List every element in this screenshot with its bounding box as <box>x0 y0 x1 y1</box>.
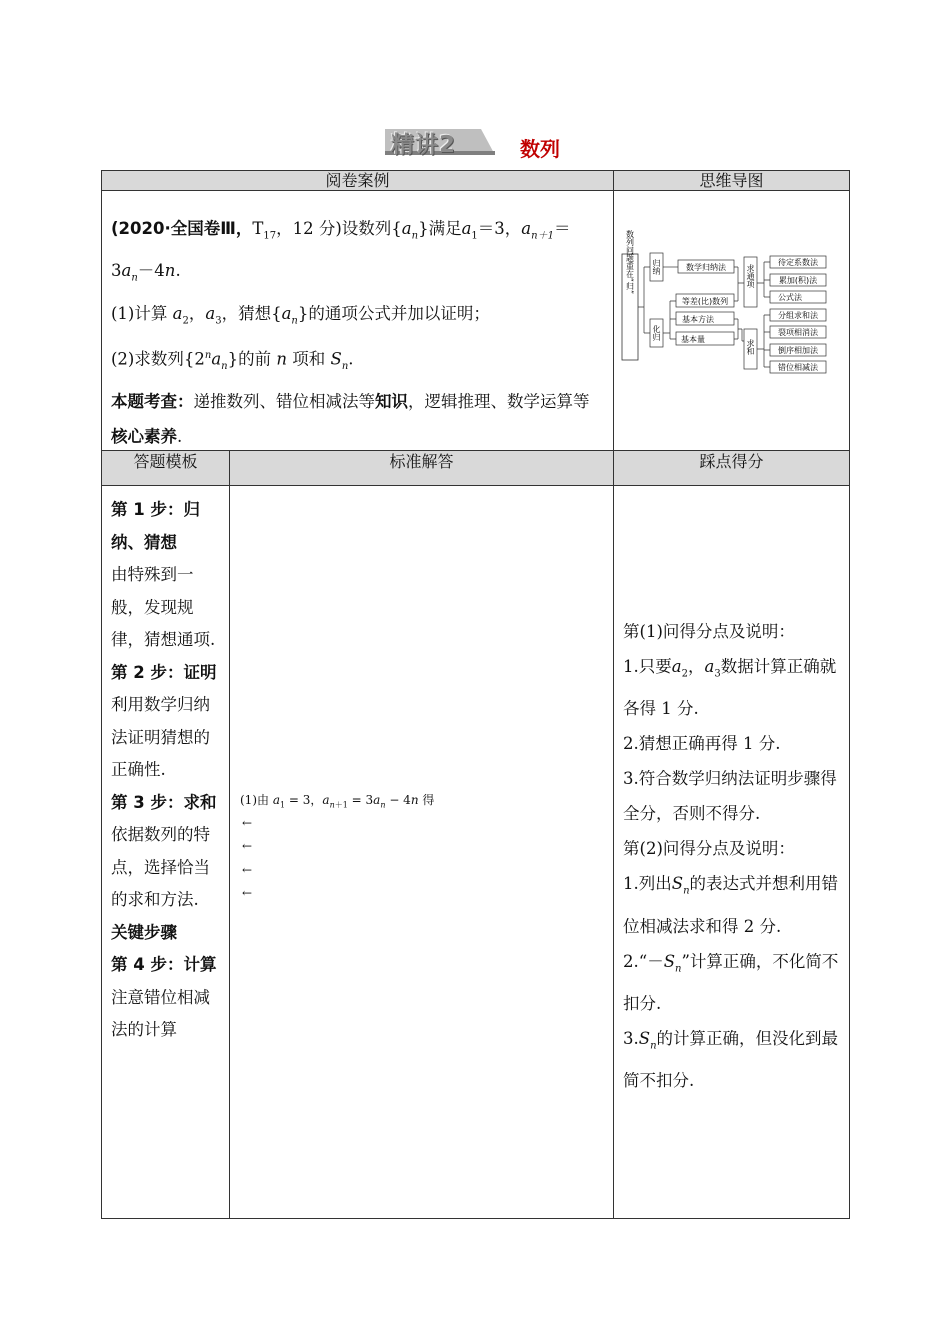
return-arrow-icon: ← <box>242 839 253 853</box>
mindmap-math-induction: 数学归纳法 <box>686 263 727 272</box>
return-arrow-icon: ← <box>242 816 253 830</box>
exam-knowledge: 知识 <box>375 391 408 411</box>
header-case: 阅卷案例 <box>102 171 614 191</box>
exam-end: . <box>177 426 183 446</box>
problem-a1-eq: ＝3， <box>477 219 522 238</box>
question-1-c: }的通项公式并加以证明； <box>297 303 490 323</box>
problem-line2-an: a <box>121 261 132 281</box>
question-2-an: a <box>211 349 222 369</box>
mindmap-reverse-add: 倒序相加法 <box>778 346 819 355</box>
question-1-a: (1)计算 <box>111 303 168 323</box>
exam-label: 本题考查： <box>111 391 194 411</box>
question-1-sub3: 3 <box>215 314 222 326</box>
return-arrow-icon: ← <box>242 863 253 877</box>
problem-cell <box>102 191 614 451</box>
problem-points: ，12 分) <box>276 219 342 238</box>
mindmap-root: 数列问题重在“归” <box>625 229 635 295</box>
mindmap-find-general: 求通项 <box>746 264 756 288</box>
problem-statement: (2020·全国卷Ⅲ，$T_{17}$，12 分)设数列$\{a_n\}$满足$a_1=3$，$a_{n+1}=$ $3a_n-4n$. (1)计算 $a_2$，$a_3$，猜想$\{a_n\}$的通项公式并加以证明； (2)求数列$\{2^na_n\}$的前 n 项和 $S_n$. 本题考查：递推数列、错位相减法等知识，逻辑推理、数学运算等核心素养. <box>111 219 590 446</box>
step-4-title: 第 4 步：计算 <box>111 955 217 974</box>
scoring-q2-2a: 2.“－ <box>623 951 664 971</box>
question-2-a: (2)求数列{2 <box>111 349 205 369</box>
step-2-text: 利用数学归纳法证明猜想的正确性. <box>111 695 210 779</box>
question-2-S: S <box>330 349 342 369</box>
page-title <box>0 123 950 163</box>
exam-text-2: ，逻辑推理、数学运算等 <box>408 391 590 411</box>
exam-core: 核心素养 <box>111 426 177 446</box>
scoring-q2-item-3: $3.S_n$的计算正确，但没化到最简不扣分. <box>623 1028 839 1091</box>
problem-a: a <box>401 219 412 238</box>
question-2-nn: n <box>276 349 288 369</box>
scoring-q1-1a: 1.只要 <box>623 657 672 676</box>
problem-source: (2020·全国卷Ⅲ， <box>111 219 253 238</box>
problem-a1: a <box>461 219 472 238</box>
scoring-q1-item-2: 2.猜想正确再得 1 分. <box>623 734 781 754</box>
step-1-text: 由特殊到一般，发现规律，猜想通项. <box>111 565 216 649</box>
template-cell <box>102 486 230 1219</box>
question-2-c: 项和 <box>292 349 326 369</box>
question-1-an: a <box>281 303 292 323</box>
answer-part-e: 得 <box>422 793 435 807</box>
scoring-cell <box>614 486 850 1219</box>
mindmap-find-sum: 求和 <box>746 339 756 355</box>
mindmap-undetermined: 待定系数法 <box>778 258 819 267</box>
answer-line-1: (1)由 $a_1 = 3$，$a_{n+1} = 3a_n - 4n$ 得 <box>240 793 435 810</box>
problem-line2-a: 3 <box>111 261 122 281</box>
mindmap-shift-sub: 错位相减法 <box>778 363 819 372</box>
question-1-sub2: 2 <box>182 314 189 326</box>
problem-t: T <box>252 219 264 238</box>
answer-template <box>102 486 229 1218</box>
header-template: 答题模板 <box>102 451 230 486</box>
scoring-q2-2b: ”计算正确，不化简不扣分. <box>623 951 839 1013</box>
problem-an1-sub: n＋1 <box>531 230 554 242</box>
mindmap-group-sum: 分组求和法 <box>778 311 819 320</box>
scoring-q1-1c: 数据计算正确就各得 1 分. <box>623 657 837 719</box>
scoring-q1-item-3: 3.符合数学归纳法证明步骤得全分，否则不得分. <box>623 769 837 824</box>
question-2-sup: n <box>204 349 212 361</box>
problem-n: n <box>411 230 419 242</box>
mindmap-split-cancel: 裂项相消法 <box>778 328 819 337</box>
question-1-n: n <box>291 314 298 326</box>
title-badge: 精讲2 <box>391 132 457 158</box>
question-2-S-sub: n <box>341 360 349 372</box>
scoring-q1-1b: ， <box>687 657 705 676</box>
return-arrow-icon: ← <box>242 886 253 900</box>
mindmap-reduce: 化归 <box>652 325 662 341</box>
scoring-q2-item-2: $2.“-S_n$”计算正确，不化简不扣分. <box>623 951 839 1013</box>
scoring-q2-3a: 3. <box>623 1028 639 1048</box>
step-3-title: 第 3 步：求和 <box>111 792 217 812</box>
scoring-q1-title: 第(1)问得分点及说明： <box>623 622 795 641</box>
key-steps-title: 关键步骤 <box>111 922 177 942</box>
mindmap-accumulate: 累加(积)法 <box>778 276 818 285</box>
header-standard: 标准解答 <box>230 451 614 486</box>
answer-part-a: (1)由 <box>240 793 269 807</box>
scoring-q2-title: 第(2)问得分点及说明： <box>623 839 795 859</box>
step-1-title: 第 1 步：归纳、猜想 <box>111 500 200 552</box>
scoring-q2-3b: 的计算正确，但没化到最简不扣分. <box>623 1028 839 1091</box>
mindmap-diagram <box>614 191 850 450</box>
question-1-comma: ， <box>188 303 206 323</box>
problem-t-sub: 17 <box>263 230 277 242</box>
title-topic: 数列 <box>520 137 560 161</box>
scoring-q2-item-1: 1.列出$S_n$的表达式并想利用错位相减法求和得 2 分. <box>623 874 839 936</box>
problem-an1: a <box>521 219 532 238</box>
step-3-text: 依据数列的特点，选择恰当的求和方法. <box>111 825 210 909</box>
scoring-notes <box>614 486 849 1098</box>
answer-part-c: = 3 <box>351 793 374 807</box>
case-table <box>101 170 850 1219</box>
problem-stem-a: 设数列{ <box>341 219 402 238</box>
problem-eq: ＝ <box>553 219 571 238</box>
scoring-q1-item-1: 1.只要$a_2$，$a_3$数据计算正确就各得 1 分. <box>623 657 837 719</box>
question-2-b: }的前 <box>227 349 272 369</box>
question-1-a2: a <box>172 303 183 323</box>
exam-text-1: 递推数列、错位相减法等 <box>193 391 375 411</box>
mindmap-cell <box>614 191 850 451</box>
header-scoring: 踩点得分 <box>614 451 850 486</box>
scoring-q2-1a: 1.列出 <box>623 874 672 894</box>
mindmap-equal-seq: 等差(比)数列 <box>681 297 729 306</box>
question-1-a3: a <box>205 303 216 323</box>
standard-answer-cell <box>230 486 614 1219</box>
step-4-text: 注意错位相减法的计算 <box>111 987 210 1039</box>
step-2-title: 第 2 步：证明 <box>111 662 217 682</box>
question-2-n: n <box>221 360 228 372</box>
mindmap-formula: 公式法 <box>778 293 803 302</box>
question-1-b: ，猜想{ <box>221 303 282 323</box>
mindmap-induct: 归纳 <box>652 259 662 275</box>
scoring-q2-1b: 的表达式并想利用错位相减法求和得 2 分. <box>623 874 839 936</box>
problem-line2-end: . <box>175 261 181 281</box>
question-2-end: . <box>348 349 354 369</box>
problem-stem-b: }满足 <box>418 219 462 238</box>
mindmap-basic-method: 基本方法 <box>682 315 715 324</box>
problem-line2-n: n <box>164 261 176 281</box>
answer-part-d: − 4 <box>389 793 411 807</box>
mindmap-basic-quantity: 基本量 <box>681 335 706 344</box>
problem-line2-b: －4 <box>137 261 165 281</box>
answer-part-b: = 3， <box>288 793 323 807</box>
problem-line2-n-sub: n <box>131 272 138 284</box>
header-mindmap: 思维导图 <box>614 171 850 191</box>
